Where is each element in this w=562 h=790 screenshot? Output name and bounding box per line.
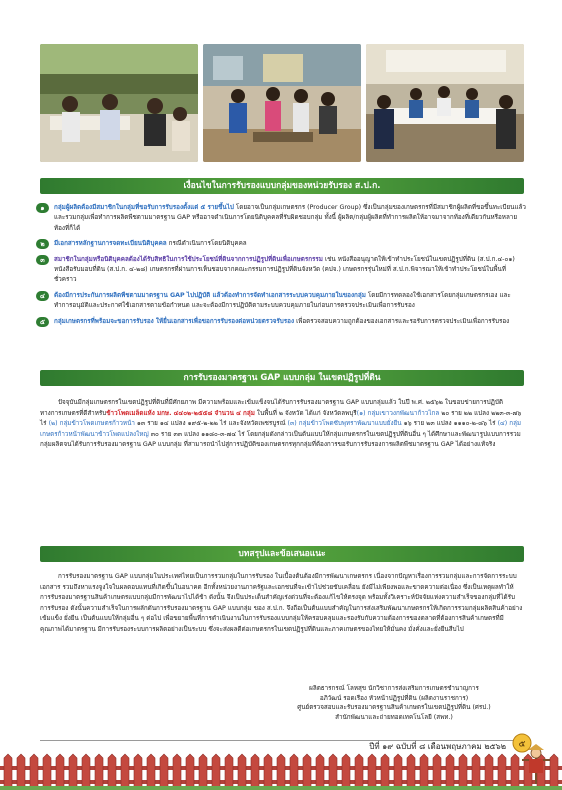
summary-paragraph: การรับรองมาตรฐาน GAP แบบกลุ่มในประเทศไทยเป็นการรวมกลุ่มในการรับรอง ในเบื้องต้นต้องมีการพัฒนาเกษตรกร เนื่องจากปัญหาเรื่องการรวมกลุ่มและการจัดการระบบเอกสาร รวมถึงหาแรงจูงใจในผลตอบแทนที่เกิดขึ้นในอนาคต อีกทั้งหน่วยงานภาครัฐและเอกชนที่จะเข้าไปช่วยขับเคลื่อน ยังมีไม่เพียงพอและขาดความต่อเนื่อง ซึ่งเป็นเหตุผลทำให้การรับรองมาตรฐานสินค้าเกษตรแบบกลุ่มมีการพัฒนาไปได้ช้า ดังนั้น จึงเป็นประเด็นสำคัญเร่งด่วนที่จะต้องแก้ไขให้ตรงจุด พร้อมทั้งวิเคราะห์ปัจจัยแห่งความสำเร็จของกลุ่มที่ได้รับการรับรอง ดังนั้นความสำเร็จในการผลักดันการรับรองมาตรฐาน GAP แบบกลุ่ม ของ ส.ป.ก. จึงถือเป็นต้นแบบสำคัญในการส่งเสริมพัฒนาเกษตรกรให้เกิดการรวมกลุ่มผลิตสินค้าอย่างเข้มแข็ง ยั่งยืน เป็นต้นแบบให้กลุ่มอื่น ๆ ต่อไป เพื่อขยายพื้นที่การดำเนินงานในการรับรองแบบกลุ่มให้ครอบคลุมและรองรับกับความต้องการของตลาดที่ต้องการสินค้าเกษตรที่มีคุณภาพได้มาตรฐาน มีการรับรองระบบการผลิตอย่างเป็นระบบ ซึ่งจะส่งผลดีต่อเกษตรกรในเขตปฏิรูปที่ดินและภาคเกษตรของไทยให้มั่นคง มั่งคั่งและยั่งยืนสืบไป: [40, 573, 523, 633]
fence-post: [342, 754, 350, 790]
group-1-details: ๒๐ ราย ๒๒ แปลง ๒๒๓-๓-๗๖ ไร่: [40, 409, 522, 428]
credit-line-3: ศูนย์ตรวจสอบและรับรองมาตรฐานสินค้าเกษตรในเขตปฏิรูปที่ดิน (ศรป.): [297, 704, 491, 712]
fence-post: [303, 754, 311, 790]
fence-post: [30, 754, 38, 790]
condition-number-2: ๒: [36, 239, 49, 249]
author-credits: [264, 684, 524, 722]
fence-post: [433, 754, 441, 790]
credit-line-4: สำนักพัฒนาและถ่ายทอดเทคโนโลยี (สพท.): [335, 713, 453, 721]
fence-post: [277, 754, 285, 790]
fence-post: [251, 754, 259, 790]
fence-post: [4, 754, 12, 790]
fence-post: [212, 754, 220, 790]
summary-section-title: บทสรุปและข้อเสนอแนะ: [40, 546, 524, 562]
fence-post: [121, 754, 129, 790]
fence-post: [498, 754, 506, 790]
condition-item-4: [36, 291, 526, 312]
fence-post: [108, 754, 116, 790]
condition-number-1: ๑: [36, 203, 49, 213]
fence-post: [82, 754, 90, 790]
fence-post: [329, 754, 337, 790]
training-photo-2: [203, 44, 361, 162]
condition-body-5: เพื่อตรวจสอบความถูกต้องของเอกสารและรอรับการตรวจประเมินเพื่อการรับรอง: [296, 317, 510, 325]
condition-item-2: [36, 239, 526, 249]
group-2-name: (๒) กลุ่มข้าวโพดเกษตรก้าวหน้า: [48, 420, 135, 428]
gap-text-part2: ในพื้นที่ ๒ จังหวัด ได้แก่ จังหวัดลพบุรี: [254, 409, 357, 417]
fence-post: [485, 754, 493, 790]
fence-post: [173, 754, 181, 790]
fence-post: [134, 754, 142, 790]
group-3-name: (๓) กลุ่มข้าวโพดซับพุทราพัฒนาแบบยั่งยืน: [287, 420, 402, 428]
condition-title-4: ต้องมีการประกันการผลิตพืชตามมาตรฐาน GAP ไปปฏิบัติ แล้วต้องทำการจัดทำเอกสารระบบควบคุมภายในของกลุ่ม: [54, 291, 366, 299]
condition-number-4: ๔: [36, 291, 49, 301]
gap-text-part1: ปัจจุบันมีกลุ่มเกษตรกรในเขตปฏิรูปที่ดินที่มีศักยภาพ มีความพร้อมและเข้มแข็งจนได้รับการรับรองมาตรฐาน GAP แบบกลุ่มแล้ว ในปี พ.ศ. ๒๕๖๒ ในขอบข่ายการปฏิบัติทางการเกษตรที่ดีสำหรับ: [40, 399, 503, 417]
condition-number-3: ๓: [36, 255, 49, 265]
condition-body-2: กรณีดำเนินการโดยนิติบุคคล: [168, 240, 247, 248]
photo-strip: [40, 44, 524, 162]
group-3-details: ๑๖ ราย ๒๓ แปลง ๑๑๑๐-๒-๘๖ ไร่: [401, 420, 498, 428]
fence-post: [17, 754, 25, 790]
fence-post: [225, 754, 233, 790]
page-number: ๕: [518, 739, 526, 750]
fence-post: [238, 754, 246, 790]
fence-post: [316, 754, 324, 790]
fence-post: [420, 754, 428, 790]
condition-item-1: [36, 203, 526, 234]
meeting-photo-3: [366, 44, 524, 162]
conditions-list: [36, 203, 526, 332]
group-4-name: (๔) กลุ่มเกษตรก้าวหน้าพัฒนาข้าวโพดแปลงใหญ่: [40, 420, 522, 438]
condition-title-5: กลุ่มเกษตรกรที่พร้อมจะขอการรับรอง ให้ยื่นเอกสารเพื่อขอการรับรองต่อหน่วยตรวจรับรอง: [54, 317, 295, 325]
gap-text-part3: ๓๐ ราย ๓๓ แปลง ๑๑๘๐-๓-๗๔ ไร่ โดยกลุ่มดังกล่าวเป็นต้นแบบให้กลุ่มเกษตรกรในเขตปฏิรูปที่ดินอื่น ๆ ได้ศึกษาและพัฒนารูปแบบการรวมกลุ่มผลิตจนได้รับการรับรองมาตรฐาน GAP แบบกลุ่ม ที่สามารถนำไปสู่การปฏิบัติของเกษตรกรทุกกลุ่มที่ต้องการขอรับการรับรองการผลิตพืชมาตรฐาน GAP ได้อย่างแท้จริง: [40, 430, 521, 449]
group-1-name: (๑) กลุ่มเขาวงกพัฒนาก้าวไกล: [356, 409, 440, 417]
fence-post: [56, 754, 64, 790]
fence-post: [381, 754, 389, 790]
fence-post: [472, 754, 480, 790]
condition-body-4: โดยมีการทดลองใช้เอกสารโดยกลุ่มเกษตรกรเอง และทำการอนุมัติและประกาศใช้เอกสารตามข้อกำหนด และจะต้องมีการปฏิบัติตามระบบควบคุมภายในก่อนการตรวจประเมินเพื่อการรับรอง: [54, 291, 511, 310]
condition-title-3: สมาชิกในกลุ่มหรือนิติบุคคลต้องได้รับสิทธิในการใช้ประโยชน์ที่ดินจากการปฏิรูปที่ดินเพื่อเกษตรกรรม: [54, 255, 323, 263]
fence-post: [147, 754, 155, 790]
condition-body-1: โดยอาจเป็นกลุ่มเกษตรกร (Producer Group) ซึ่งเป็นกลุ่มของเกษตรกรที่มีสมาชิกผู้ผลิตที่ขอขึ้นทะเบียนแล้ว และรวมกลุ่มเพื่อทำการผลิตพืชตามมาตรฐาน GAP หรืออาจดำเนินการโดยนิติบุคคลที่รับผิดชอบกลุ่ม ทั้งนี้ ผู้ผลิต/กลุ่มผู้ผลิตที่ทำการผลิตให้อาจมาจากท้องที่เดียวกันหรือหลายท้องที่ก็ได้: [54, 204, 526, 232]
condition-item-5: [36, 317, 526, 327]
fence-post: [160, 754, 168, 790]
fence-post: [407, 754, 415, 790]
fence-post: [290, 754, 298, 790]
fence-post: [43, 754, 51, 790]
gap-crop-highlight: ข้าวโพดเมล็ดแห้ง มกษ. ๔๔๐๒-๒๕๕๘ จำนวน ๔ กลุ่ม: [106, 409, 255, 417]
condition-number-5: ๕: [36, 317, 49, 327]
fence-post: [69, 754, 77, 790]
gap-section-title: การรับรองมาตรฐาน GAP แบบกลุ่ม ในเขตปฏิรูปที่ดิน: [40, 370, 524, 386]
condition-item-3: [36, 255, 526, 286]
fence-post: [394, 754, 402, 790]
fence-post: [199, 754, 207, 790]
condition-body-3: เช่น หนังสืออนุญาตให้เข้าทำประโยชน์ในเขตปฏิรูปที่ดิน (ส.ป.ก.๔-๐๑) หนังสือรับมอบที่ดิน (ส.ป.ก. ๔-๒๘) เกษตรกรที่ผ่านการเห็นชอบจากคณะกรรมการปฏิรูปที่ดินจังหวัด (คปจ.) เกษตรกรรุ่นใหม่ที่ ส.ป.ก.พิจารณาให้เข้าทำประโยชน์ในพื้นที่ชั่วคราว: [54, 255, 515, 284]
condition-title-1: กลุ่มผู้ผลิตต้องมีสมาชิกในกลุ่มที่ขอรับการรับรองตั้งแต่ ๕ รายขึ้นไป: [54, 204, 234, 211]
fence-post: [459, 754, 467, 790]
condition-title-2: มีเอกสารหลักฐานการจดทะเบียนนิติบุคคล: [54, 240, 167, 248]
fence-decoration: [0, 752, 562, 790]
fence-post: [186, 754, 194, 790]
credit-line-2: อภิวัฒน์ รอดเรือง หัวหน้าปฏิรูปที่ดิน (ผลิตงานราชการ): [319, 694, 469, 702]
training-photo-1: [40, 44, 198, 162]
fence-post: [446, 754, 454, 790]
fence-post: [511, 754, 519, 790]
group-2-details: ๑๓ ราย ๑๔ แปลง ๑๙๕-๒-๒๒ ไร่ และจังหวัดเพชรบูรณ์: [134, 420, 288, 428]
conditions-section-title: เงื่อนไขในการรับรองแบบกลุ่มของหน่วยรับรอง ส.ป.ก.: [40, 178, 524, 194]
credit-line-1: ผลิตธารกรณ์ โลหสุข นักวิชาการส่งเสริมการเกษตรชำนาญการ: [309, 685, 479, 692]
fence-post: [264, 754, 272, 790]
fence-post: [368, 754, 376, 790]
gap-paragraph: [40, 398, 524, 451]
fence-post: [95, 754, 103, 790]
issue-info: ปีที่ ๑๙ ฉบับที่ ๘ เดือนพฤษภาคม ๒๕๖๒: [369, 742, 506, 751]
page-number-badge: [512, 733, 532, 753]
fence-post: [355, 754, 363, 790]
